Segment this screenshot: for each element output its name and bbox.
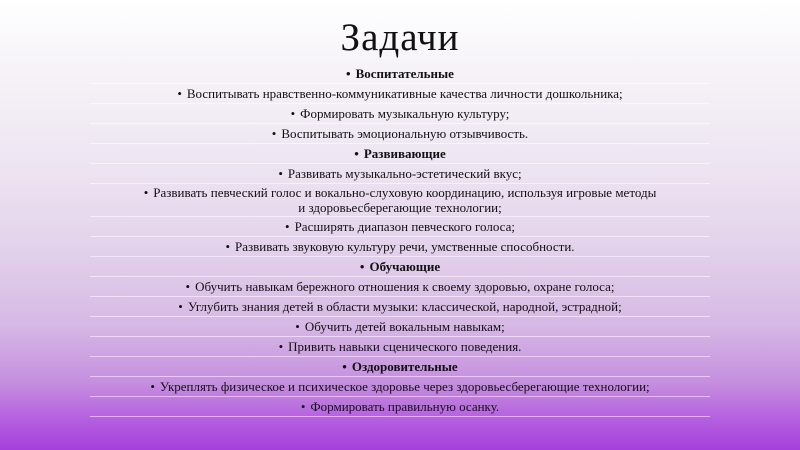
bullet-icon: • <box>300 399 306 414</box>
list-item-text: Воспитывать эмоциональную отзывчивость. <box>281 126 529 141</box>
bullet-icon: • <box>225 239 231 254</box>
list-item-text: Привить навыки сценического поведения. <box>288 339 522 354</box>
bullet-icon: • <box>354 146 359 161</box>
section-heading <box>90 357 710 377</box>
list-item-text: Обучить детей вокальным навыкам; <box>304 319 505 334</box>
list-item <box>90 337 710 357</box>
task-list <box>90 64 710 417</box>
bullet-icon: • <box>346 66 351 81</box>
section-heading <box>90 144 710 164</box>
list-item <box>90 217 710 237</box>
list-item <box>90 237 710 257</box>
bullet-icon: • <box>143 185 149 200</box>
section-heading <box>90 64 710 84</box>
bullet-icon: • <box>150 379 155 394</box>
bullet-icon: • <box>295 319 300 334</box>
list-item <box>90 184 710 217</box>
list-item-text: Воспитывать нравственно-коммуникативные качества личности дошкольника; <box>186 86 623 101</box>
section-heading-text: Обучающие <box>369 259 441 274</box>
list-item <box>90 317 710 337</box>
bullet-icon: • <box>178 299 183 314</box>
slide-title: Задачи <box>340 16 460 59</box>
bullet-icon: • <box>342 359 347 374</box>
list-item-text: Формировать правильную осанку. <box>310 399 500 414</box>
list-item-text: Углубить знания детей в области музыки: классической, народной, эстрадной; <box>187 299 622 314</box>
list-item <box>90 377 710 397</box>
bullet-icon: • <box>278 339 284 354</box>
list-item-text: Развивать певческий голос и вокально-слуховую координацию, используя игровые методы и здоровьесберегающие технологии; <box>153 185 657 215</box>
list-item <box>90 277 710 297</box>
bullet-icon: • <box>278 166 283 181</box>
section-heading-text: Воспитательные <box>355 66 454 81</box>
section-heading <box>90 257 710 277</box>
list-item-text: Расширять диапазон певческого голоса; <box>294 219 515 234</box>
section-heading-text: Развивающие <box>363 146 446 161</box>
list-item <box>90 397 710 417</box>
list-item-text: Обучить навыкам бережного отношения к своему здоровью, охране голоса; <box>195 279 615 294</box>
bullet-icon: • <box>271 126 277 141</box>
bullet-icon: • <box>185 279 191 294</box>
bullet-icon: • <box>285 219 290 234</box>
bullet-icon: • <box>290 106 296 121</box>
list-item <box>90 104 710 124</box>
list-item <box>90 164 710 184</box>
list-item-text: Развивать музыкально-эстетический вкус; <box>287 166 522 181</box>
bullet-icon: • <box>359 259 365 274</box>
list-item <box>90 84 710 104</box>
list-item <box>90 297 710 317</box>
list-item-text: Развивать звуковую культуру речи, умственные способности. <box>235 239 575 254</box>
section-heading-text: Оздоровительные <box>351 359 458 374</box>
bullet-icon: • <box>177 86 182 101</box>
list-item-text: Формировать музыкальную культуру; <box>300 106 510 121</box>
list-item-text: Укреплять физическое и психическое здоровье через здоровьесберегающие технологии; <box>159 379 650 394</box>
list-item <box>90 124 710 144</box>
